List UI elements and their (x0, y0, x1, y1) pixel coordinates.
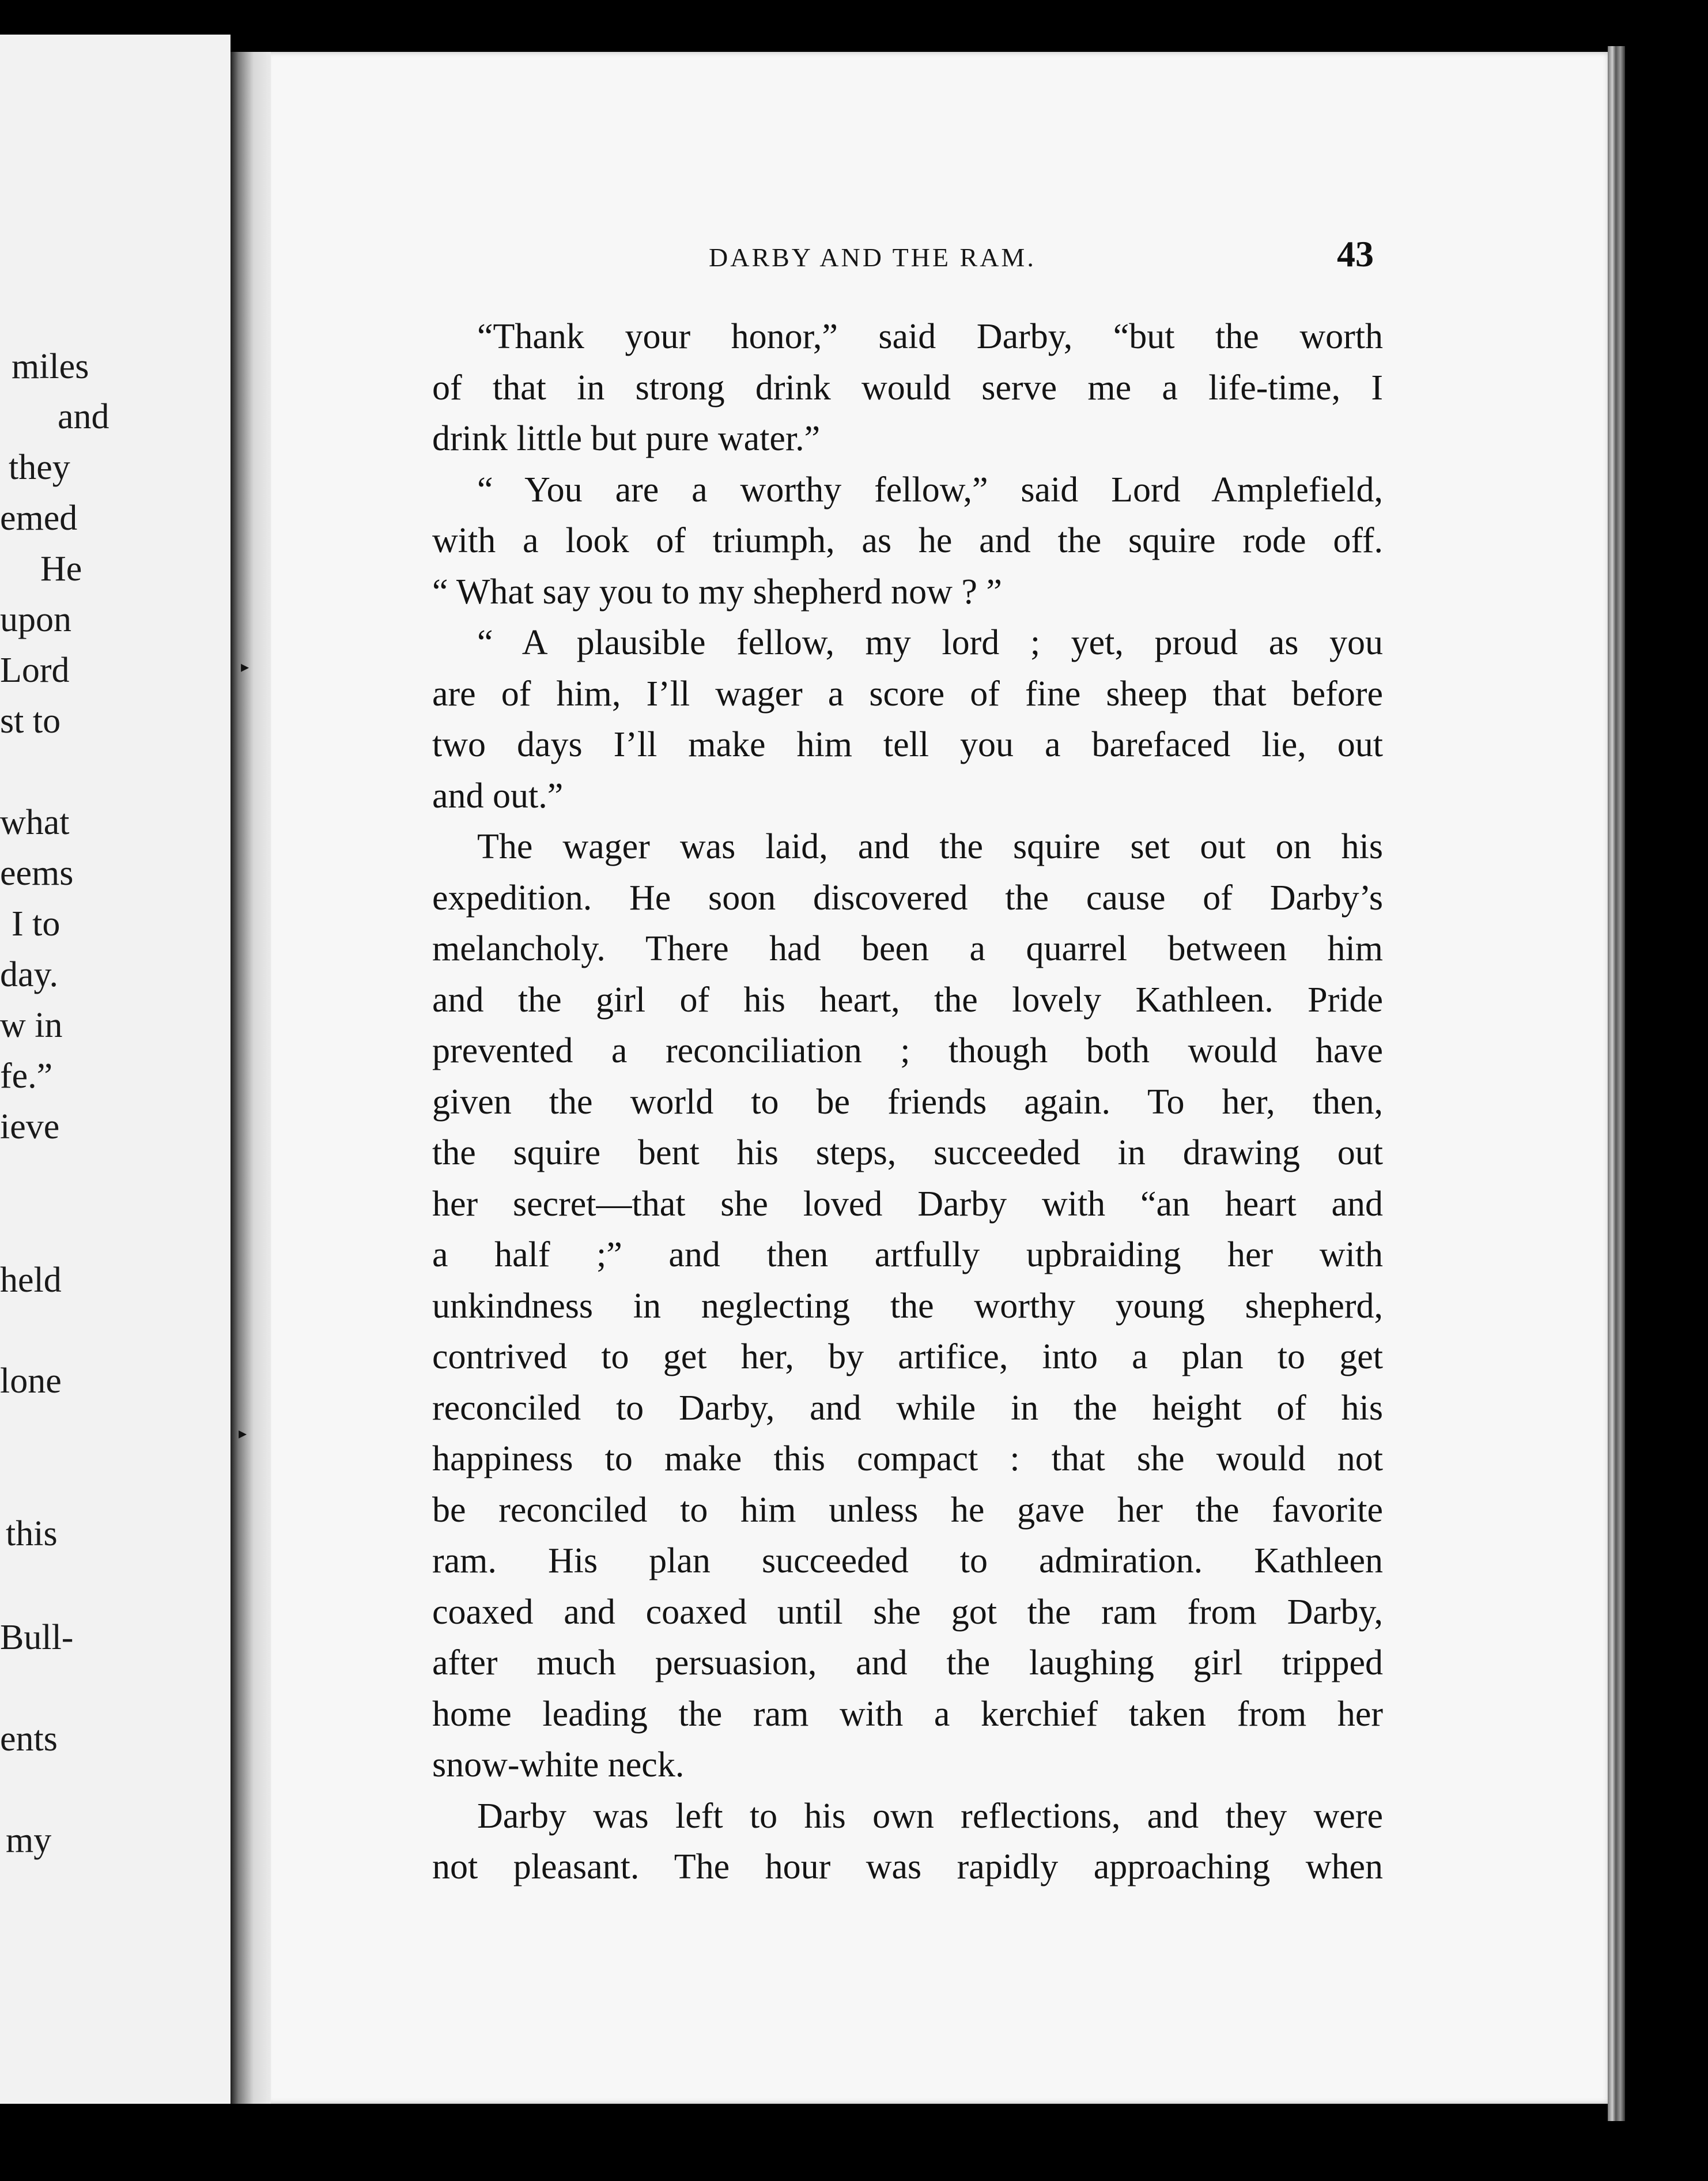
scan-speck: ▸ (239, 1425, 247, 1443)
facing-page-text-fragments (0, 35, 230, 2104)
text-line: “Thank your honor,” said Darby, “but the worth (477, 317, 1383, 356)
facing-page-fragment: ieve (0, 1107, 60, 1146)
text-line: melancholy. There had been a quarrel between him (432, 929, 1383, 968)
page-edge (1608, 46, 1625, 2121)
text-line: two days I’ll make him tell you a barefaced lie, out (432, 725, 1383, 764)
text-line: and the girl of his heart, the lovely Kathleen. Pride (432, 980, 1383, 1020)
facing-page-fragment: I to (12, 904, 61, 944)
facing-page-fragment: this (6, 1514, 58, 1553)
text-line: of that in strong drink would serve me a life-time, I (432, 368, 1383, 407)
facing-page-fragment: Bull- (0, 1618, 74, 1657)
text-line: ram. His plan succeeded to admiration. Kathleen (432, 1541, 1383, 1580)
text-line: a half ;” and then artfully upbraiding her with (432, 1235, 1383, 1274)
text-line: prevented a reconciliation ; though both would have (432, 1031, 1383, 1070)
text-line: not pleasant. The hour was rapidly approaching when (432, 1847, 1383, 1886)
text-line: coaxed and coaxed until she got the ram from Darby, (432, 1592, 1383, 1632)
facing-page-fragment: and (58, 397, 109, 436)
facing-page-fragment: Lord (0, 651, 70, 690)
facing-page-fragment: day. (0, 955, 58, 994)
text-line: contrived to get her, by artifice, into a plan to get (432, 1337, 1383, 1376)
text-line: be reconciled to him unless he gave her the favorite (432, 1490, 1383, 1530)
text-line: Darby was left to his own reflections, and they were (477, 1796, 1383, 1836)
text-line: with a look of triumph, as he and the squire rode off. (432, 521, 1383, 560)
text-line: after much persuasion, and the laughing girl tripped (432, 1643, 1383, 1682)
text-line: happiness to make this compact : that she would not (432, 1439, 1383, 1478)
facing-page-fragment: eems (0, 854, 74, 893)
text-line: unkindness in neglecting the worthy young shepherd, (432, 1286, 1383, 1326)
text-line: and out.” (432, 776, 564, 816)
facing-page-fragment: upon (0, 600, 71, 639)
text-line: “ A plausible fellow, my lord ; yet, proud as you (477, 623, 1383, 662)
text-line: expedition. He soon discovered the cause of Darby’s (432, 878, 1383, 918)
facing-page (0, 35, 230, 2104)
running-head: DARBY AND THE RAM. (709, 243, 1036, 272)
facing-page-fragment: fe.” (0, 1056, 53, 1096)
text-line: The wager was laid, and the squire set out on his (477, 827, 1383, 866)
scan-speck: ▸ (241, 658, 250, 676)
text-line: are of him, I’ll wager a score of fine sheep that before (432, 674, 1383, 714)
facing-page-fragment: they (9, 448, 70, 487)
facing-page-fragment: what (0, 803, 70, 842)
page-number: 43 (1337, 233, 1374, 274)
text-line: drink little but pure water.” (432, 419, 821, 458)
facing-page-fragment: lone (0, 1361, 62, 1401)
facing-page-fragment: held (0, 1261, 62, 1300)
facing-page-fragment: miles (12, 347, 89, 386)
facing-page-fragment: st to (0, 701, 61, 741)
body-text (432, 311, 1383, 1893)
text-line: given the world to be friends again. To her, then, (432, 1082, 1383, 1122)
facing-page-fragment: my (6, 1821, 52, 1860)
text-line: snow-white neck. (432, 1745, 685, 1784)
text-line: reconciled to Darby, and while in the height of his (432, 1388, 1383, 1428)
facing-page-fragment: He (40, 549, 82, 588)
facing-page-fragment: emed (0, 499, 78, 538)
text-line: “ You are a worthy fellow,” said Lord Amplefield, (477, 470, 1383, 510)
text-line: “ What say you to my shepherd now ? ” (432, 572, 1002, 612)
facing-page-fragment: w in (0, 1006, 63, 1045)
text-line: the squire bent his steps, succeeded in drawing out (432, 1133, 1383, 1172)
text-line: her secret—that she loved Darby with “an heart and (432, 1184, 1383, 1224)
text-line: home leading the ram with a kerchief taken from her (432, 1694, 1383, 1734)
facing-page-fragment: ents (0, 1719, 58, 1759)
